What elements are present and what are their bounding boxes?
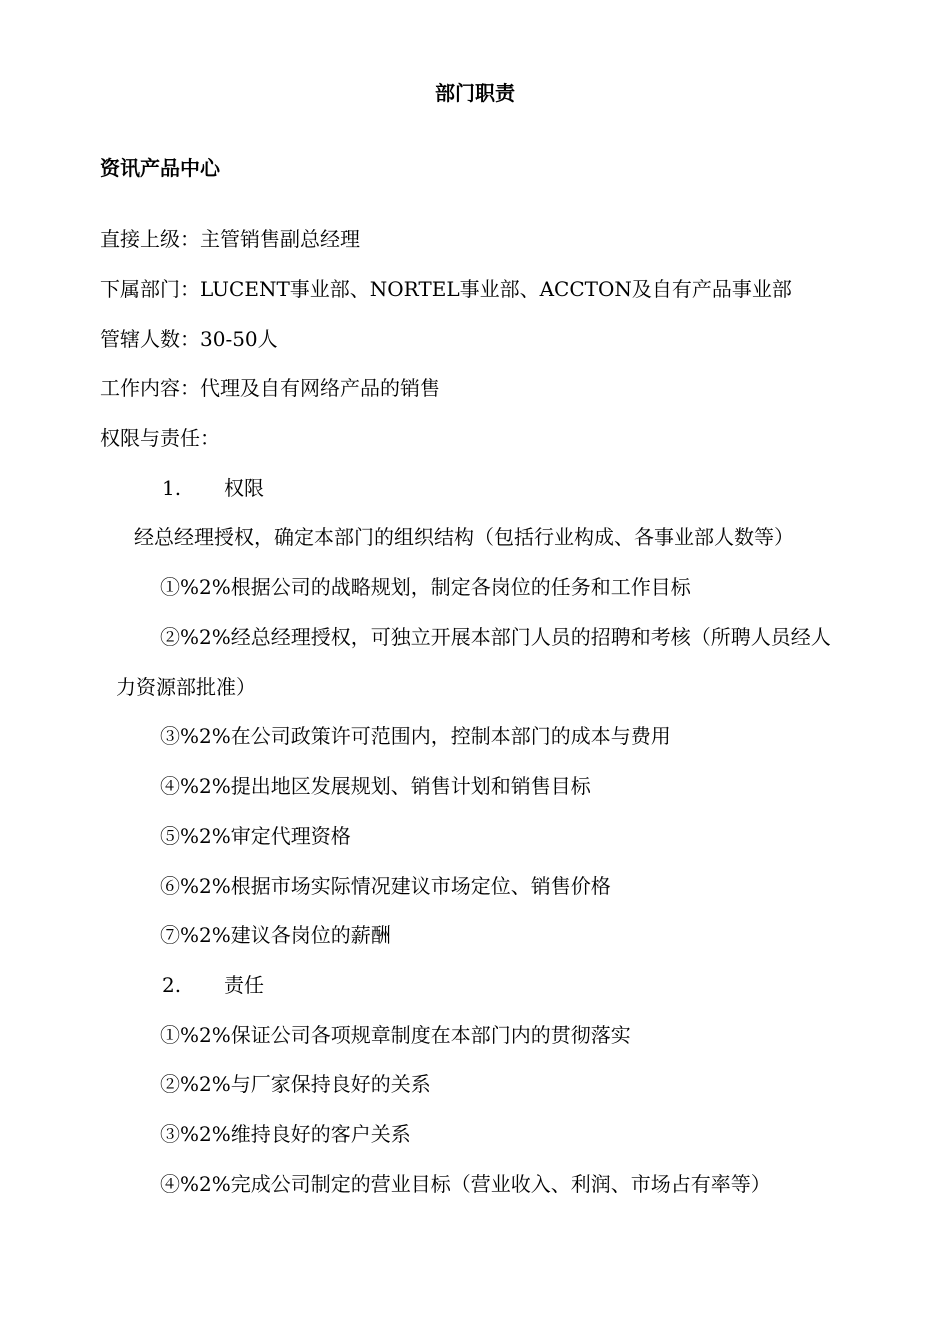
authority-item: ①%2%根据公司的战略规划，制定各岗位的任务和工作目标 — [160, 575, 691, 599]
responsibility-item: ③%2%维持良好的客户关系 — [160, 1122, 411, 1146]
authority-heading-text: 权限 — [224, 476, 264, 500]
authority-intro: 经总经理授权，确定本部门的组织结构（包括行业构成、各事业部人数等） — [134, 525, 794, 549]
authority-number: 1. — [162, 476, 182, 500]
field-work-content: 工作内容：代理及自有网络产品的销售 — [100, 376, 440, 400]
authority-item: ⑦%2%建议各岗位的薪酬 — [160, 923, 391, 947]
authority-item: ⑤%2%审定代理资格 — [160, 824, 351, 848]
responsibility-heading — [162, 972, 264, 998]
responsibility-item: ②%2%与厂家保持良好的关系 — [160, 1072, 431, 1096]
responsibility-item: ④%2%完成公司制定的营业目标（营业收入、利润、市场占有率等） — [160, 1172, 771, 1196]
authority-item: ⑥%2%根据市场实际情况建议市场定位、销售价格 — [160, 874, 611, 898]
field-authority-duties: 权限与责任： — [100, 426, 220, 450]
authority-item: ④%2%提出地区发展规划、销售计划和销售目标 — [160, 774, 591, 798]
field-headcount: 管辖人数：30-50人 — [100, 327, 278, 351]
responsibility-number: 2. — [162, 973, 182, 997]
document-title: 部门职责 — [435, 81, 515, 105]
field-subordinates: 下属部门：LUCENT事业部、NORTEL事业部、ACCTON及自有产品事业部 — [100, 277, 792, 301]
responsibility-heading-text: 责任 — [224, 973, 264, 997]
field-superior: 直接上级：主管销售副总经理 — [100, 227, 360, 251]
responsibility-item: ①%2%保证公司各项规章制度在本部门内的贯彻落实 — [160, 1023, 631, 1047]
authority-heading — [162, 475, 264, 501]
section-title: 资讯产品中心 — [100, 156, 220, 180]
authority-item: ③%2%在公司政策许可范围内，控制本部门的成本与费用 — [160, 724, 671, 748]
authority-item: ②%2%经总经理授权，可独立开展本部门人员的招聘和考核（所聘人员经人 — [160, 625, 831, 649]
authority-item-continuation: 力资源部批准） — [116, 675, 256, 699]
